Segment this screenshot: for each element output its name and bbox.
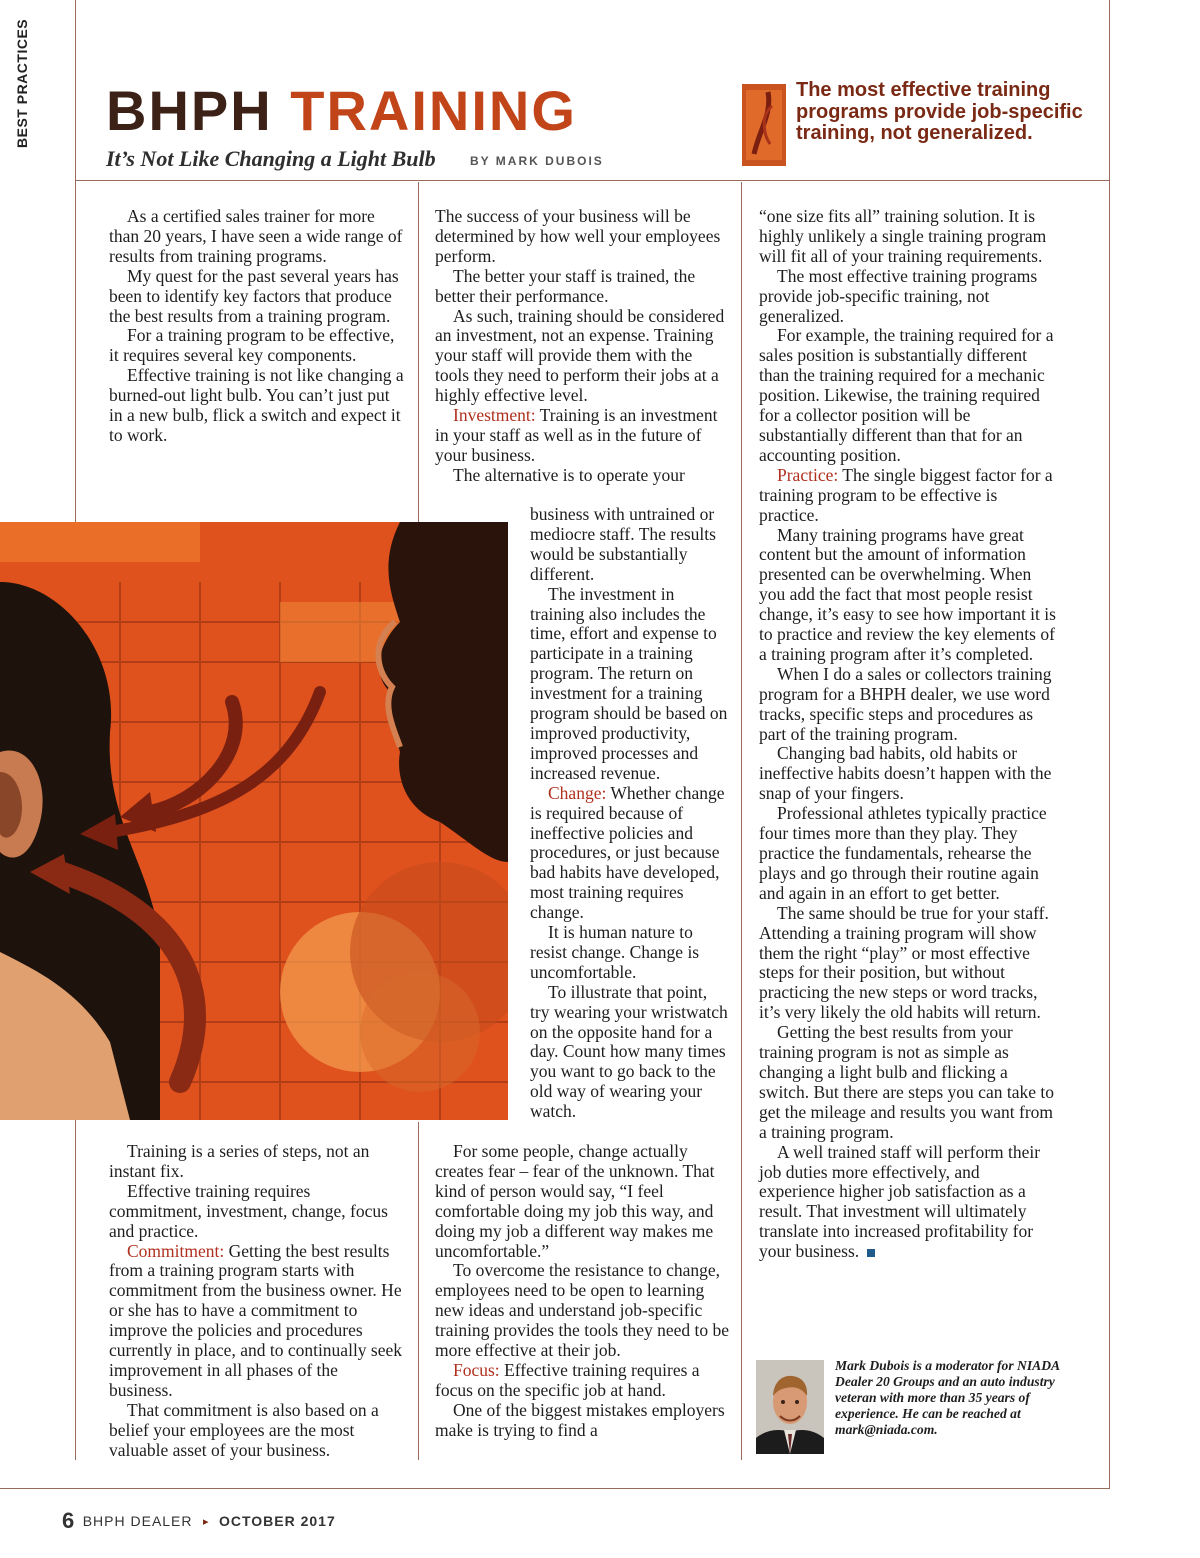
column-divider-1 — [418, 182, 419, 522]
paragraph — [759, 466, 1059, 526]
paragraph — [530, 784, 728, 923]
paragraph: The investment in training also includes the time, effort and expense to participate in a training program. The return on investment for a training program should be based on improved productivity, improved processes and increased revenue. — [530, 583, 728, 783]
paragraph: Many training programs have great content but the amount of information presented can be overwhelming. When you add the fact that most people resist change, it’s easy to see how important it is to practice and review the key elements of a training program after it’s completed. — [759, 524, 1056, 664]
paragraph: business with untrained or mediocre staff. The results would be substantially different. — [530, 504, 716, 584]
page-footer — [62, 1508, 336, 1534]
paragraph-text: Effective training requires a focus on the specific job at hand. — [435, 1359, 700, 1400]
paragraph: The most effective training programs provide job-specific training, not generalized. — [759, 265, 1038, 326]
paragraph-text: A well trained staff will perform their job duties more effectively, and experience higher job satisfaction as a result. That investment will ultimately translate into increased profitability for your business. — [759, 1141, 1041, 1262]
paragraph: It is human nature to resist change. Change is uncomfortable. — [530, 922, 700, 982]
paragraph: Changing bad habits, old habits or ineffective habits doesn’t happen with the snap of your fingers. — [759, 743, 1052, 804]
footer-rule — [0, 1488, 1110, 1489]
paragraph: Getting the best results from your training program is not as simple as changing a light bulb and flicking a switch. But there are steps you can take to get the mileage and results you want from a training program. — [759, 1022, 1054, 1142]
byline: BY MARK DUBOIS — [470, 154, 604, 168]
right-margin-rule — [1109, 0, 1110, 1488]
column-2-wrap — [530, 505, 728, 1122]
headline — [106, 78, 577, 144]
page-number: 6 — [62, 1508, 75, 1533]
paragraph — [109, 1242, 405, 1401]
section-label: BEST PRACTICES — [14, 18, 30, 148]
paragraph: My quest for the past several years has been to identify key factors that produce the best results from a training program. — [109, 265, 399, 326]
paragraph: Training is a series of steps, not an instant fix. — [109, 1141, 370, 1181]
paragraph: To illustrate that point, try wearing your wristwatch on the opposite hand for a day. Count how many times you want to go back to the old way of wearing your watch. — [530, 981, 728, 1122]
paragraph: Effective training requires commitment, investment, change, focus and practice. — [109, 1180, 388, 1241]
paragraph: For some people, change actually creates fear – fear of the unknown. That kind of person would say, “I feel comfortable doing my job this way, and doing my job a different way makes me uncomfortable.” — [435, 1141, 715, 1261]
author-bio: Mark Dubois is a moderator for NIADA Dealer 20 Groups and an auto industry veteran with more than 35 years of experience. He can be reached at mark@niada.com. — [835, 1358, 1060, 1437]
keyword-investment: Investment: — [453, 405, 536, 426]
paragraph: When I do a sales or collectors training program for a BHPH dealer, we use word tracks, specific steps and procedures as part of the training program. — [759, 663, 1052, 744]
paragraph: Effective training is not like changing a burned-out light bulb. You can’t just put in a new bulb, flick a switch and expect it to work. — [109, 365, 404, 445]
column-1-top — [109, 207, 405, 446]
column-2-bottom — [435, 1142, 731, 1441]
subhead: It’s Not Like Changing a Light Bulb — [106, 146, 436, 171]
paragraph: As a certified sales trainer for more than 20 years, I have seen a wide range of results from training programs. — [109, 206, 403, 266]
headline-word-2: TRAINING — [290, 79, 577, 142]
paragraph — [759, 1143, 1059, 1262]
paragraph: “one size fits all” training solution. It is highly unlikely a single training program will fit all of your training requirements. — [759, 206, 1047, 266]
paragraph: One of the biggest mistakes employers make is trying to find a — [435, 1399, 725, 1440]
end-of-article-mark — [867, 1249, 875, 1257]
keyword-commitment: Commitment: — [127, 1240, 225, 1261]
illustration-whisper — [0, 522, 508, 1120]
paragraph: For example, the training required for a sales position is substantially different than the training required for a mechanic position. Likewise, the training required for a collector position will be substantially different than that for an accounting position. — [759, 325, 1054, 465]
column-divider-1-lower — [418, 1122, 419, 1460]
paragraph — [435, 1361, 731, 1401]
column-2-top — [435, 207, 727, 486]
pull-quote-thumbnail — [742, 84, 786, 166]
paragraph: To overcome the resistance to change, employees need to be open to learning new ideas and understand job-specific training provides the tools they need to be more effective at their job. — [435, 1260, 730, 1361]
pull-quote: The most effective training programs provide job-specific training, not generalized. — [796, 79, 1083, 144]
paragraph: Professional athletes typically practice four times more than they play. They practice the fundamentals, rehearse the plays and go through their routine again and again in an effort to get better. — [759, 803, 1047, 903]
paragraph: As such, training should be considered an investment, not an expense. Training your staff will provide them with the tools they need to perform their jobs at a highly effective level. — [435, 305, 725, 406]
paragraph: The success of your business will be determined by how well your employees perform. — [435, 206, 721, 266]
paragraph: For a training program to be effective, it requires several key components. — [109, 325, 395, 366]
keyword-focus: Focus: — [453, 1359, 500, 1380]
paragraph-text: Whether change is required because of ineffective policies and procedures, or just because bad habits have developed, most training requires change. — [530, 782, 725, 923]
column-1-bottom — [109, 1142, 405, 1461]
chevron-right-icon: ▸ — [202, 1515, 209, 1528]
paragraph: The better your staff is trained, the better their performance. — [435, 265, 696, 306]
keyword-change: Change: — [548, 782, 607, 803]
keyword-practice: Practice: — [777, 464, 839, 485]
paragraph-text: The single biggest factor for a training program to be effective is practice. — [759, 464, 1053, 525]
paragraph: The same should be true for your staff. Attending a training program will show them the right “play” or most effective steps for their position, but without practicing the new steps or word tracks, it’s very likely the old habits will return. — [759, 902, 1049, 1023]
paragraph: That commitment is also based on a belief your employees are the most valuable asset of your business. — [109, 1399, 379, 1460]
footer-date: OCTOBER 2017 — [218, 1513, 336, 1529]
headline-word-1: BHPH — [106, 79, 273, 142]
paragraph — [435, 406, 727, 466]
paragraph-text: Getting the best results from a training program starts with commitment from the business owner. He or she has to have a commitment to improve the policies and procedures currently in place, and to continually seek improvement in all phases of the business. — [109, 1240, 403, 1400]
footer-publication: BHPH DEALER — [82, 1513, 193, 1529]
column-3 — [759, 207, 1059, 1262]
paragraph-text: Training is an investment in your staff as well as in the future of your business. — [435, 405, 718, 465]
header-divider — [75, 180, 1110, 181]
author-photo — [756, 1360, 824, 1454]
paragraph: The alternative is to operate your — [453, 464, 685, 485]
column-divider-2 — [741, 182, 742, 1460]
